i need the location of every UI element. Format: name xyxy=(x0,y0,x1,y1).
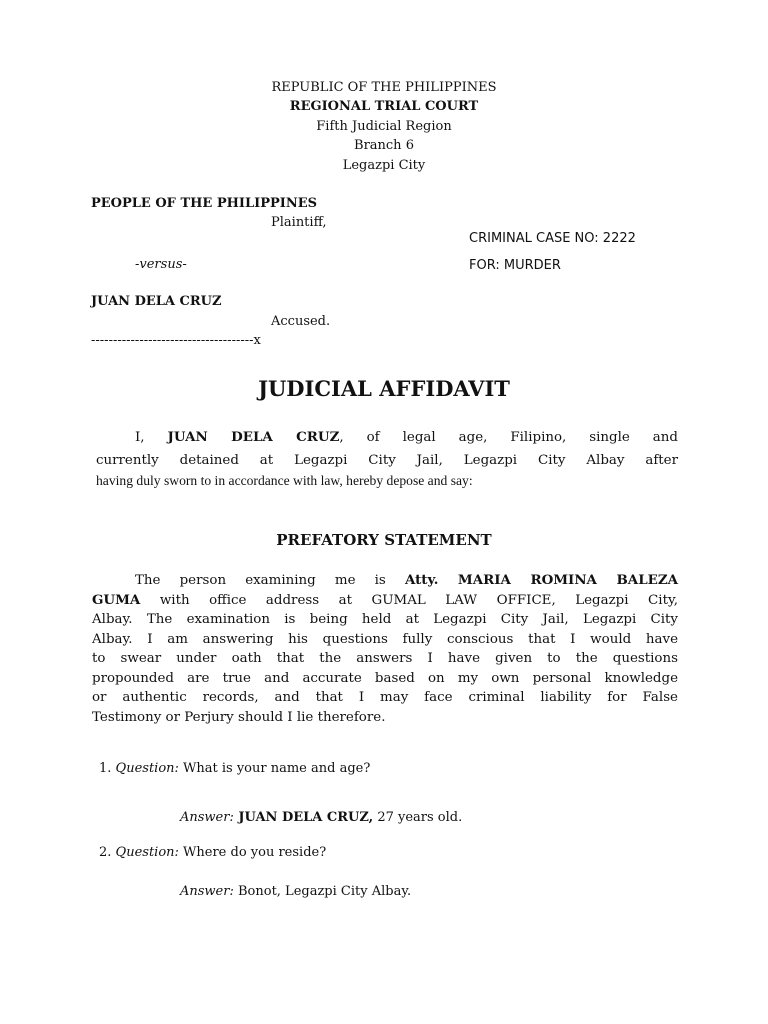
header-region: Fifth Judicial Region xyxy=(316,119,452,134)
question-text: Where do you reside? xyxy=(178,845,327,860)
prefatory-line-7: or authentic records, and that I may face criminal liability for False xyxy=(92,690,678,705)
prefatory-line-4: Albay. I am answering his questions fully conscious that I would have xyxy=(92,631,678,647)
question-1 xyxy=(99,761,370,776)
prefatory-line-1: The person examining me is Atty. MARIA ROMINA BALEZA xyxy=(135,572,678,588)
answer-label: Answer: xyxy=(180,884,234,899)
prefatory-heading: PREFATORY STATEMENT xyxy=(276,531,492,549)
question-2 xyxy=(99,845,326,860)
answer-text: Bonot, Legazpi City Albay. xyxy=(233,884,412,899)
intro-line-3: having duly sworn to in accordance with law, hereby depose and say: xyxy=(96,473,473,488)
question-label: Question: xyxy=(115,761,179,776)
case-number: CRIMINAL CASE NO: 2222 xyxy=(469,231,636,246)
header-city: Legazpi City xyxy=(342,158,426,173)
question-text: What is your name and age? xyxy=(178,761,371,776)
charge-label: FOR: MURDER xyxy=(469,258,561,273)
answer-text: 27 years old. xyxy=(373,810,463,825)
plaintiff-role: Plaintiff, xyxy=(271,215,327,230)
answer-2 xyxy=(180,884,411,899)
answer-1 xyxy=(180,810,462,825)
intro-line-1: I, JUAN DELA CRUZ, of legal age, Filipino, single and xyxy=(135,429,678,445)
prefatory-line-3: Albay. The examination is being held at Legazpi City Jail, Legazpi City xyxy=(92,612,678,627)
examiner-name: Atty. MARIA ROMINA BALEZA xyxy=(404,572,678,588)
answer-bold: JUAN DELA CRUZ, xyxy=(233,810,374,825)
accused-name: JUAN DELA CRUZ xyxy=(91,294,222,309)
header-republic: REPUBLIC OF THE PHILIPPINES xyxy=(271,80,497,95)
prefatory-line-8: Testimony or Perjury should I lie therefore. xyxy=(92,709,386,725)
question-label: Question: xyxy=(115,845,179,860)
affiant-name: JUAN DELA CRUZ xyxy=(167,429,340,445)
intro-line-2: currently detained at Legazpi City Jail, Legazpi City Albay after xyxy=(96,452,678,468)
document-title: JUDICIAL AFFIDAVIT xyxy=(258,376,510,401)
prefatory-paragraph xyxy=(92,571,678,727)
caption-divider: -------------------------------------x xyxy=(91,333,261,348)
plaintiff-name: PEOPLE OF THE PHILIPPINES xyxy=(91,196,318,211)
versus-label: -versus- xyxy=(135,257,187,272)
question-number: 1. xyxy=(99,761,112,776)
prefatory-line-2: GUMA with office address at GUMAL LAW OFFICE, Legazpi City, xyxy=(92,591,678,608)
question-number: 2. xyxy=(99,845,112,860)
prefatory-line-6: propounded are true and accurate based on my own personal knowledge xyxy=(92,670,678,686)
answer-label: Answer: xyxy=(180,810,234,825)
prefatory-line-5: to swear under oath that the answers I have given to the questions xyxy=(92,651,678,666)
header-branch: Branch 6 xyxy=(354,138,414,153)
header-court: REGIONAL TRIAL COURT xyxy=(289,99,479,114)
accused-role: Accused. xyxy=(271,314,331,329)
intro-paragraph xyxy=(92,428,678,491)
